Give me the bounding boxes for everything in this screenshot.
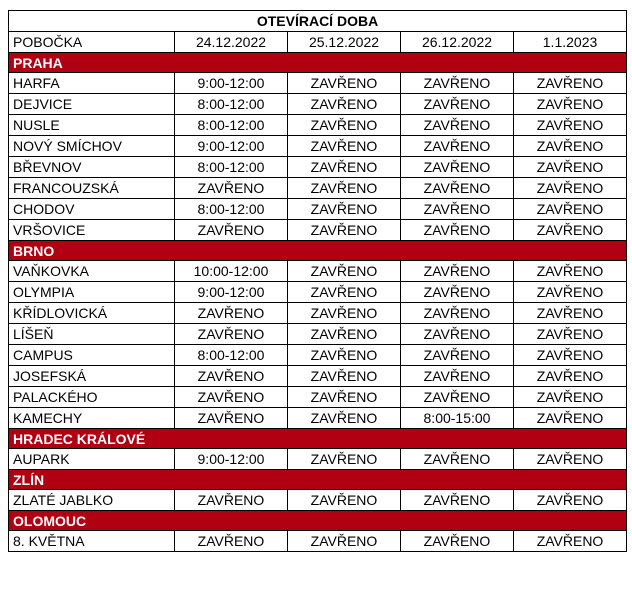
- region-name: PRAHA: [9, 53, 627, 73]
- hours-cell: ZAVŘENO: [288, 94, 401, 115]
- table-row: [9, 366, 627, 387]
- branch-name: LÍŠEŇ: [9, 324, 175, 345]
- table-row: [9, 94, 627, 115]
- hours-cell: ZAVŘENO: [514, 345, 627, 366]
- hours-cell: 8:00-12:00: [175, 345, 288, 366]
- hours-cell: 8:00-12:00: [175, 157, 288, 178]
- region-name: ZLÍN: [9, 470, 627, 490]
- title-row: [9, 11, 627, 32]
- hours-cell: ZAVŘENO: [288, 136, 401, 157]
- hours-cell: ZAVŘENO: [514, 324, 627, 345]
- table-row: [9, 115, 627, 136]
- hours-cell: ZAVŘENO: [401, 345, 514, 366]
- date-column-header: 25.12.2022: [288, 32, 401, 53]
- hours-cell: 8:00-15:00: [401, 408, 514, 429]
- hours-cell: ZAVŘENO: [288, 345, 401, 366]
- branch-name: NUSLE: [9, 115, 175, 136]
- hours-cell: ZAVŘENO: [514, 94, 627, 115]
- hours-cell: ZAVŘENO: [175, 303, 288, 324]
- hours-cell: ZAVŘENO: [175, 324, 288, 345]
- hours-cell: ZAVŘENO: [175, 387, 288, 408]
- hours-cell: ZAVŘENO: [514, 178, 627, 199]
- branch-name: ZLATÉ JABLKO: [9, 490, 175, 511]
- region-row: [9, 470, 627, 490]
- hours-cell: 9:00-12:00: [175, 282, 288, 303]
- table-row: [9, 490, 627, 511]
- hours-cell: ZAVŘENO: [514, 199, 627, 220]
- branch-name: HARFA: [9, 73, 175, 94]
- table-row: [9, 220, 627, 241]
- hours-cell: ZAVŘENO: [288, 408, 401, 429]
- region-name: HRADEC KRÁLOVÉ: [9, 429, 627, 449]
- hours-cell: ZAVŘENO: [514, 136, 627, 157]
- table-row: [9, 178, 627, 199]
- hours-cell: ZAVŘENO: [288, 490, 401, 511]
- branch-name: KAMECHY: [9, 408, 175, 429]
- table-row: [9, 345, 627, 366]
- hours-cell: ZAVŘENO: [514, 303, 627, 324]
- branch-name: 8. KVĚTNA: [9, 531, 175, 552]
- hours-cell: ZAVŘENO: [401, 178, 514, 199]
- region-row: [9, 53, 627, 73]
- hours-cell: ZAVŘENO: [401, 115, 514, 136]
- hours-cell: ZAVŘENO: [288, 261, 401, 282]
- hours-cell: ZAVŘENO: [514, 408, 627, 429]
- hours-cell: ZAVŘENO: [401, 449, 514, 470]
- hours-cell: ZAVŘENO: [175, 178, 288, 199]
- hours-cell: ZAVŘENO: [288, 366, 401, 387]
- hours-cell: ZAVŘENO: [288, 199, 401, 220]
- hours-cell: 10:00-12:00: [175, 261, 288, 282]
- table-row: [9, 324, 627, 345]
- hours-cell: ZAVŘENO: [288, 324, 401, 345]
- hours-cell: ZAVŘENO: [288, 303, 401, 324]
- hours-cell: ZAVŘENO: [175, 408, 288, 429]
- hours-cell: ZAVŘENO: [514, 531, 627, 552]
- branch-name: VAŇKOVKA: [9, 261, 175, 282]
- opening-hours-sheet: [8, 10, 626, 552]
- branch-name: JOSEFSKÁ: [9, 366, 175, 387]
- table-row: [9, 261, 627, 282]
- branch-name: CHODOV: [9, 199, 175, 220]
- date-column-header: 26.12.2022: [401, 32, 514, 53]
- hours-cell: ZAVŘENO: [288, 387, 401, 408]
- hours-cell: ZAVŘENO: [288, 115, 401, 136]
- hours-cell: 9:00-12:00: [175, 73, 288, 94]
- branch-name: NOVÝ SMÍCHOV: [9, 136, 175, 157]
- table-row: [9, 157, 627, 178]
- hours-cell: ZAVŘENO: [401, 157, 514, 178]
- hours-cell: 9:00-12:00: [175, 449, 288, 470]
- hours-cell: ZAVŘENO: [288, 157, 401, 178]
- region-name: BRNO: [9, 241, 627, 261]
- hours-cell: ZAVŘENO: [288, 449, 401, 470]
- hours-cell: ZAVŘENO: [288, 531, 401, 552]
- hours-cell: ZAVŘENO: [514, 387, 627, 408]
- hours-cell: ZAVŘENO: [401, 490, 514, 511]
- branch-name: DEJVICE: [9, 94, 175, 115]
- hours-cell: ZAVŘENO: [401, 282, 514, 303]
- hours-cell: ZAVŘENO: [401, 387, 514, 408]
- date-column-header: 1.1.2023: [514, 32, 627, 53]
- hours-cell: 8:00-12:00: [175, 115, 288, 136]
- region-row: [9, 241, 627, 261]
- hours-cell: 8:00-12:00: [175, 199, 288, 220]
- header-row: [9, 32, 627, 53]
- branch-name: FRANCOUZSKÁ: [9, 178, 175, 199]
- region-name: OLOMOUC: [9, 511, 627, 531]
- branch-name: CAMPUS: [9, 345, 175, 366]
- branch-name: OLYMPIA: [9, 282, 175, 303]
- hours-cell: ZAVŘENO: [401, 261, 514, 282]
- hours-cell: ZAVŘENO: [514, 73, 627, 94]
- hours-cell: 8:00-12:00: [175, 94, 288, 115]
- branch-name: PALACKÉHO: [9, 387, 175, 408]
- table-row: [9, 73, 627, 94]
- branch-name: AUPARK: [9, 449, 175, 470]
- table-row: [9, 199, 627, 220]
- hours-cell: ZAVŘENO: [288, 220, 401, 241]
- hours-cell: ZAVŘENO: [175, 220, 288, 241]
- hours-cell: ZAVŘENO: [514, 220, 627, 241]
- hours-cell: ZAVŘENO: [175, 490, 288, 511]
- hours-cell: 9:00-12:00: [175, 136, 288, 157]
- hours-cell: ZAVŘENO: [288, 178, 401, 199]
- region-row: [9, 429, 627, 449]
- hours-cell: ZAVŘENO: [514, 449, 627, 470]
- region-row: [9, 511, 627, 531]
- branch-name: VRŠOVICE: [9, 220, 175, 241]
- hours-cell: ZAVŘENO: [514, 282, 627, 303]
- branch-column-header: POBOČKA: [9, 32, 175, 53]
- hours-cell: ZAVŘENO: [175, 366, 288, 387]
- hours-cell: ZAVŘENO: [401, 73, 514, 94]
- hours-cell: ZAVŘENO: [514, 157, 627, 178]
- table-row: [9, 303, 627, 324]
- date-column-header: 24.12.2022: [175, 32, 288, 53]
- table-row: [9, 449, 627, 470]
- hours-cell: ZAVŘENO: [401, 531, 514, 552]
- hours-cell: ZAVŘENO: [288, 73, 401, 94]
- hours-cell: ZAVŘENO: [401, 136, 514, 157]
- branch-name: KŘÍDLOVICKÁ: [9, 303, 175, 324]
- table-row: [9, 387, 627, 408]
- hours-cell: ZAVŘENO: [401, 366, 514, 387]
- hours-cell: ZAVŘENO: [401, 220, 514, 241]
- table-title: OTEVÍRACÍ DOBA: [9, 11, 627, 32]
- branch-name: BŘEVNOV: [9, 157, 175, 178]
- hours-cell: ZAVŘENO: [514, 115, 627, 136]
- hours-cell: ZAVŘENO: [514, 490, 627, 511]
- hours-cell: ZAVŘENO: [514, 261, 627, 282]
- hours-cell: ZAVŘENO: [401, 199, 514, 220]
- hours-cell: ZAVŘENO: [288, 282, 401, 303]
- hours-cell: ZAVŘENO: [401, 303, 514, 324]
- table-row: [9, 282, 627, 303]
- hours-cell: ZAVŘENO: [401, 94, 514, 115]
- hours-cell: ZAVŘENO: [175, 531, 288, 552]
- table-row: [9, 531, 627, 552]
- table-body: [9, 53, 627, 552]
- hours-cell: ZAVŘENO: [401, 324, 514, 345]
- opening-hours-table: [8, 10, 627, 552]
- hours-cell: ZAVŘENO: [514, 366, 627, 387]
- table-row: [9, 136, 627, 157]
- table-row: [9, 408, 627, 429]
